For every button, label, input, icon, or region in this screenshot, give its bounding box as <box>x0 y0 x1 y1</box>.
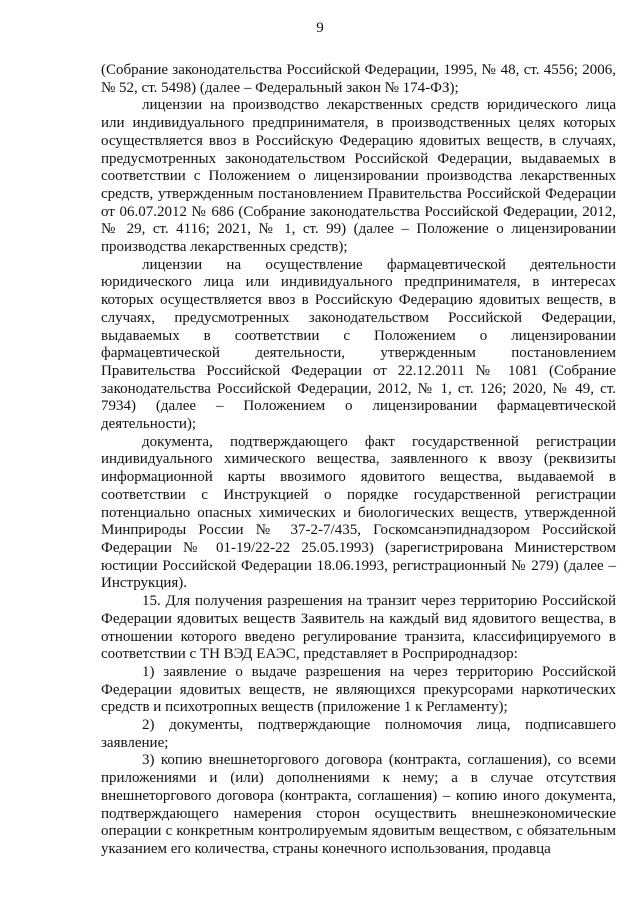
paragraph-subitem-2: 2) документы, подтверждающие полномочия лица, подписавшего заявление; <box>101 717 616 751</box>
paragraph-subitem-3: 3) копию внешнеторгового договора (контракта, соглашения), со всеми приложениями и (или) дополнениями к нему; а в случае отсутствия внешнеторгового договора (контракта, соглашения) – копию иного документа, подтверждающего намерения сторон осуществить внешнеэкономические операции с конкретным контролируемым ядовитым веществом, с обязательным указанием его количества, страны конечного использования, продавца <box>101 752 616 857</box>
paragraph-production-license: лицензии на производство лекарственных средств юридического лица или индивидуального предпринимателя, в производственных целях которых осуществляется ввоз в Российскую Федерацию ядовитых веществ, в случаях, предусмотренных законодательством Российской Федерации, выдаваемых в соответствии с Положением о лицензировании производства лекарственных средств, утвержденным постановлением Правительства Российской Федерации от 06.07.2012 № 686 (Собрание законодательства Российской Федерации, 2012, № 29, ст. 4116; 2021, № 1, ст. 99) (далее – Положение о лицензировании производства лекарственных средств); <box>101 97 616 256</box>
paragraph-pharmacy-license: лицензии на осуществление фармацевтической деятельности юридического лица или индивидуального предпринимателя, в интересах которых осуществляется ввоз в Российскую Федерацию ядовитых веществ, в случаях, предусмотренных законодательством Российской Федерации, выдаваемых в соответствии с Положением о лицензировании фармацевтической деятельности, утвержденным постановлением Правительства Российской Федерации от 22.12.2011 № 1081 (Собрание законодательства Российской Федерации, 2012, № 1, ст. 126; 2020, № 49, ст. 7934) (далее – Положением о лицензировании фармацевтической деятельности); <box>101 256 616 433</box>
page-number: 9 <box>316 20 324 36</box>
paragraph-item-15: 15. Для получения разрешения на транзит через территорию Российской Федерации ядовитых веществ Заявитель на каждый вид ядовитого вещества, в отношении которого введено регулирование транзита, классифицируемого в соответствии с ТН ВЭД ЕАЭС, представляет в Росприроднадзор: <box>101 593 616 663</box>
paragraph-law-citation: (Собрание законодательства Российской Федерации, 1995, № 48, ст. 4556; 2006, № 52, ст. 5498) (далее – Федеральный закон № 174-ФЗ); <box>101 62 616 96</box>
document-body <box>101 62 616 859</box>
paragraph-registration-document: документа, подтверждающего факт государственной регистрации индивидуального химического вещества, заявленного к ввозу (реквизиты информационной карты ввозимого ядовитого вещества, выдаваемой в соответствии с Инструкцией о порядке государственной регистрации потенциально опасных химических и биологических веществ, утвержденной Минприроды России № 37-2-7/435, Госкомсанэпиднадзором Российской Федерации № 01-19/22-22 25.05.1993) (зарегистрирована Министерством юстиции Российской Федерации 18.06.1993, регистрационный № 279) (далее – Инструкция). <box>101 433 616 592</box>
paragraph-subitem-1: 1) заявление о выдаче разрешения на через территорию Российской Федерации ядовитых веществ, не являющихся прекурсорами наркотических средств и психотропных веществ (приложение 1 к Регламенту); <box>101 663 616 716</box>
